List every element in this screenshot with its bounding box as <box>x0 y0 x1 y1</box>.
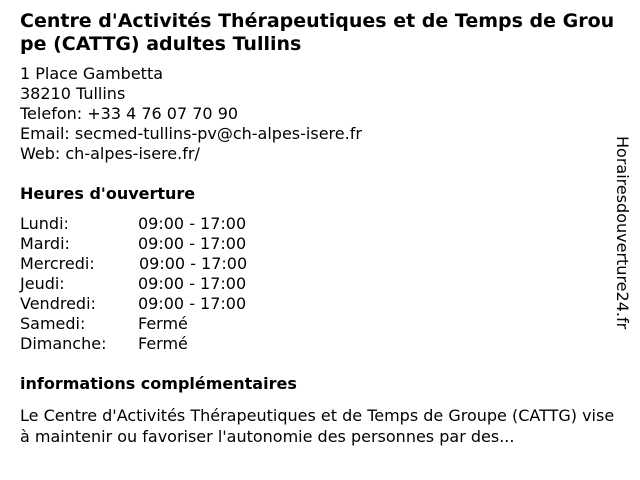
address-line-1: 1 Place Gambetta <box>20 64 164 83</box>
day-label-friday: Vendredi: <box>20 294 96 313</box>
day-label-tuesday: Mardi: <box>20 234 70 253</box>
day-label-wednesday: Mercredi: <box>20 254 95 273</box>
business-name: Centre d'Activités Thérapeutiques et de Temps de Groupe (CATTG) adultes Tullins <box>20 10 615 55</box>
address-line-2: 38210 Tullins <box>20 84 126 103</box>
web-row <box>20 144 200 164</box>
site-watermark: Horairesdouverture24.fr <box>613 136 632 330</box>
web-label: Web: <box>20 144 61 163</box>
hours-saturday: Fermé <box>138 314 188 333</box>
hours-sunday: Fermé <box>138 334 188 353</box>
hours-tuesday: 09:00 - 17:00 <box>138 234 247 253</box>
hours-thursday: 09:00 - 17:00 <box>138 274 247 293</box>
phone-value[interactable]: +33 4 76 07 70 90 <box>87 104 239 123</box>
day-label-saturday: Samedi: <box>20 314 86 333</box>
hours-friday: 09:00 - 17:00 <box>138 294 247 313</box>
additional-info-text: Le Centre d'Activités Thérapeutiques et de Temps de Groupe (CATTG) vise à maintenir ou favoriser l'autonomie des personnes par des... <box>20 406 615 446</box>
phone-label: Telefon: <box>20 104 83 123</box>
email-label: Email: <box>20 124 70 143</box>
email-row <box>20 124 362 144</box>
day-label-monday: Lundi: <box>20 214 69 233</box>
day-label-sunday: Dimanche: <box>20 334 107 353</box>
day-label-thursday: Jeudi: <box>20 274 65 293</box>
opening-hours-heading: Heures d'ouverture <box>20 184 196 203</box>
email-link[interactable]: secmed-tullins-pv@ch-alpes-isere.fr <box>74 124 362 143</box>
hours-wednesday: 09:00 - 17:00 <box>139 254 248 273</box>
hours-monday: 09:00 - 17:00 <box>138 214 247 233</box>
additional-info-heading: informations complémentaires <box>20 374 297 393</box>
phone-row <box>20 104 238 124</box>
web-link[interactable]: ch-alpes-isere.fr/ <box>65 144 200 163</box>
